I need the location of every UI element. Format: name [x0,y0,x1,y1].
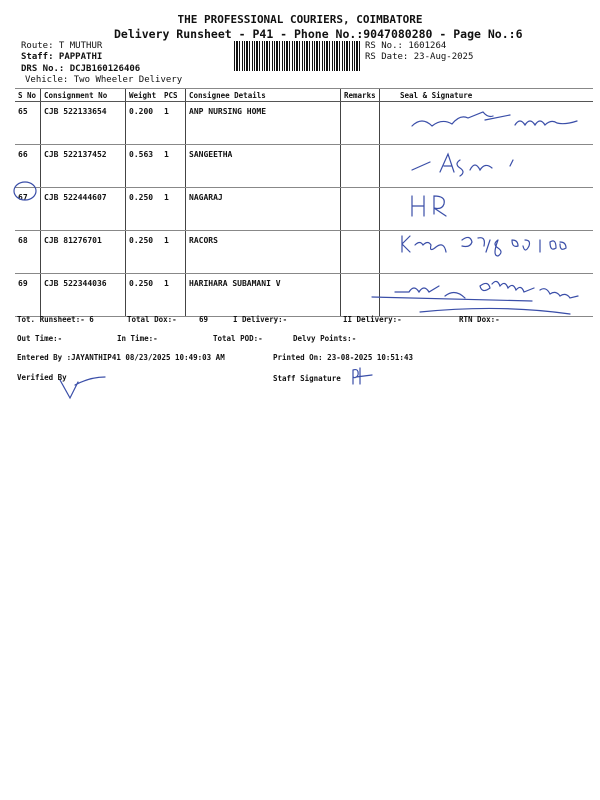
cell-weight: 0.563 [126,145,162,188]
cell-pcs: 1 [161,274,186,317]
i-delivery: I Delivery:- [233,315,288,324]
out-time: Out Time:- [17,334,63,343]
staff: Staff: PAPPATHI [21,52,103,62]
cell-consignee: NAGARAJ [186,188,341,231]
cell-consignment: CJB 522444607 [41,188,126,231]
delvy-points: Delvy Points:- [293,334,357,343]
cell-consignee: SANGEETHA [186,145,341,188]
runsheet-subtitle: Delivery Runsheet - P41 - Phone No.:9047080280 - Page No.:6 [114,27,523,41]
company-title: THE PROFESSIONAL COURIERS, COIMBATORE [177,13,423,26]
tot-runsheet: Tot. Runsheet:- 6 [17,315,94,324]
cell-sno: 68 [15,231,41,274]
col-consignment: Consignment No [41,89,126,102]
rtn-dox: RTN Dox:- [459,315,500,324]
cell-pcs: 1 [161,145,186,188]
signature-row-66 [412,154,513,176]
staff-signature-mark [353,368,372,384]
cell-consignment: CJB 522133654 [41,102,126,145]
cell-sno: 69 [15,274,41,317]
drs-number: DRS No.: DCJB160126406 [21,64,141,74]
vehicle: Vehicle: Two Wheeler Delivery [25,75,183,85]
col-sno: S No [15,89,41,102]
signature-row-65 [412,112,577,126]
cell-consignment: CJB 522344036 [41,274,126,317]
cell-sno: 66 [15,145,41,188]
cell-pcs: 1 [161,231,186,274]
col-remarks: Remarks [341,89,380,102]
cell-consignee: HARIHARA SUBAMANI V [186,274,341,317]
col-pcs: PCS [161,89,186,102]
cell-sno: 67 [15,188,41,231]
cell-weight: 0.250 [126,231,162,274]
in-time: In Time:- [117,334,158,343]
total-dox-label: Total Dox:- [127,315,177,324]
signature-row-68 [402,236,566,256]
cell-sno: 65 [15,102,41,145]
cell-weight: 0.250 [126,188,162,231]
staff-signature: Staff Signature [273,374,341,383]
rs-date: RS Date: 23-Aug-2025 [365,52,474,62]
signature-row-67 [412,196,446,216]
total-pod: Total POD:- [213,334,263,343]
ii-delivery: II Delivery:- [343,315,402,324]
col-consignee: Consignee Details [186,89,341,102]
cell-consignee: RACORS [186,231,341,274]
cell-pcs: 1 [161,102,186,145]
col-seal-signature: Seal & Signature [380,89,594,102]
cell-weight: 0.200 [126,102,162,145]
cell-consignment: CJB 522137452 [41,145,126,188]
printed-on: Printed On: 23-08-2025 10:51:43 [273,353,413,362]
rs-number: RS No.: 1601264 [365,41,447,51]
total-dox-value: 69 [199,315,209,324]
cell-consignee: ANP NURSING HOME [186,102,341,145]
verified-by: Verified By [17,373,67,382]
cell-weight: 0.250 [126,274,162,317]
cell-consignment: CJB 81276701 [41,231,126,274]
col-weight: Weight [126,89,162,102]
cell-pcs: 1 [161,188,186,231]
route: Route: T MUTHUR [21,41,103,51]
signature-row-69 [372,281,578,314]
entered-by: Entered By :JAYANTHIP41 08/23/2025 10:49:03 AM [17,353,225,362]
circle-mark [14,182,36,200]
